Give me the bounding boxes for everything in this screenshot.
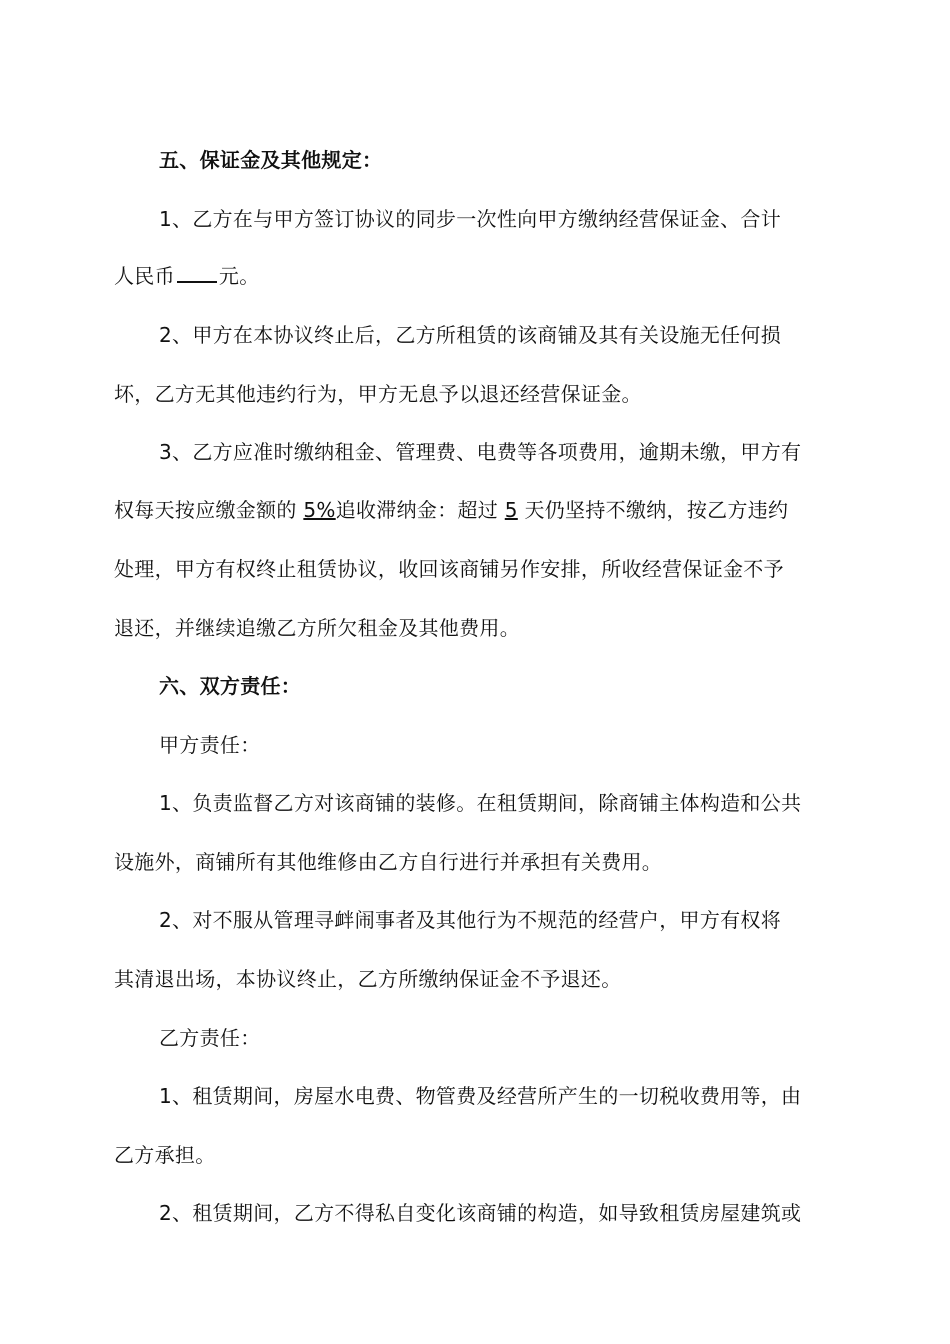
paragraph-line: 2、对不服从管理寻衅闹事者及其他行为不规范的经营户，甲方有权将 (159, 908, 782, 932)
text-span: 天仍坚持不缴纳，按乙方违约 (517, 498, 789, 522)
text-span: 追收滞纳金：超过 (335, 498, 505, 522)
text-span: 人民币 (114, 264, 175, 288)
text-span: 权每天按应缴金额的 (114, 498, 304, 522)
amount-blank (177, 263, 217, 283)
text-span: 元。 (218, 264, 260, 288)
paragraph-line: 2、甲方在本协议终止后，乙方所租赁的该商铺及其有关设施无任何损 (159, 323, 782, 347)
paragraph-line: 设施外，商铺所有其他维修由乙方自行进行并承担有关费用。 (114, 850, 663, 874)
paragraph-line: 处理，甲方有权终止租赁协议，收回该商铺另作安排，所收经营保证金不予 (114, 557, 784, 581)
paragraph-line: 坏，乙方无其他违约行为，甲方无息予以退还经营保证金。 (114, 382, 642, 406)
paragraph-line (0, 496, 950, 524)
paragraph-line: 其清退出场，本协议终止，乙方所缴纳保证金不予退还。 (114, 967, 622, 991)
paragraph-line: 乙方承担。 (114, 1143, 216, 1167)
paragraph-line: 退还，并继续追缴乙方所欠租金及其他费用。 (114, 616, 520, 640)
section-heading-deposit: 五、保证金及其他规定： (159, 148, 383, 172)
paragraph-line (0, 262, 950, 290)
grace-days: 5 (504, 498, 518, 522)
paragraph-line: 1、乙方在与甲方签订协议的同步一次性向甲方缴纳经营保证金、合计 (159, 207, 782, 231)
paragraph-line: 1、负责监督乙方对该商铺的装修。在租赁期间，除商铺主体构造和公共 (159, 791, 802, 815)
late-fee-percent: 5% (303, 498, 336, 522)
subheading-party-a: 甲方责任： (159, 733, 261, 757)
paragraph-line: 2、租赁期间，乙方不得私自变化该商铺的构造，如导致租赁房屋建筑或 (159, 1201, 802, 1225)
subheading-party-b: 乙方责任： (159, 1026, 261, 1050)
paragraph-line: 3、乙方应准时缴纳租金、管理费、电费等各项费用，逾期未缴，甲方有 (159, 440, 802, 464)
paragraph-line: 1、租赁期间，房屋水电费、物管费及经营所产生的一切税收费用等，由 (159, 1084, 802, 1108)
section-heading-responsibilities: 六、双方责任： (159, 674, 302, 698)
